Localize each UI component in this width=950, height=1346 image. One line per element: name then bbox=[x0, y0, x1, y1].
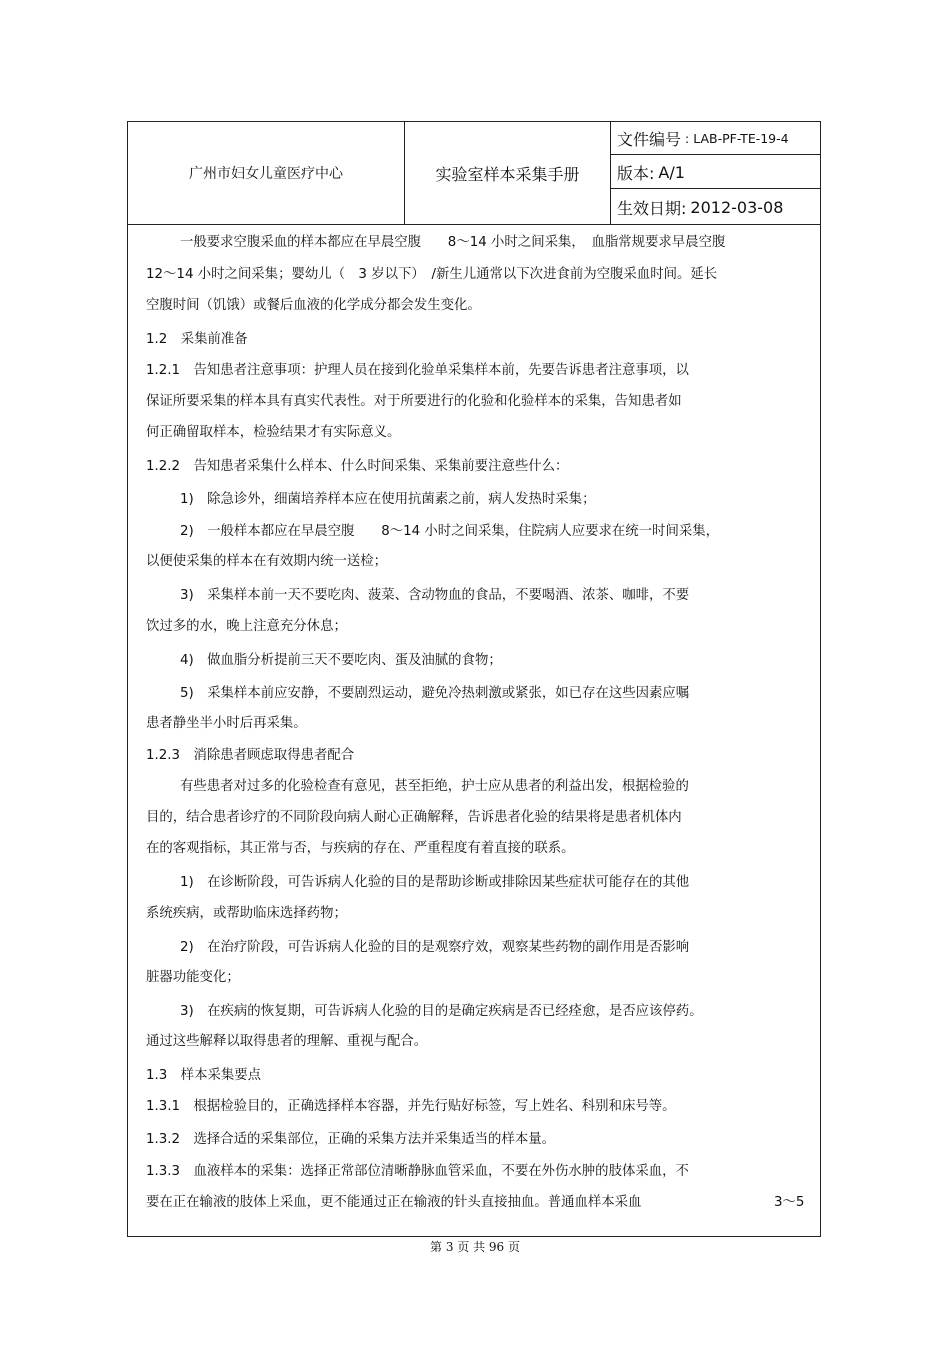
body-line: 保证所要采集的样本具有真实代表性。对于所要进行的化验和化验样本的采集，告知患者如 bbox=[146, 394, 682, 409]
body-line: 1.3.1 根据检验目的，正确选择样本容器，并先行贴好标签，写上姓名、科别和床号等。 bbox=[146, 1099, 676, 1114]
body-line: 以便使采集的样本在有效期内统一送检； bbox=[146, 554, 388, 569]
trailing-note: 3～5 bbox=[774, 1195, 805, 1210]
doc-number-row bbox=[611, 122, 820, 155]
body-line: 何正确留取样本，检验结果才有实际意义。 bbox=[146, 425, 401, 440]
body-line: 饮过多的水，晚上注意充分休息； bbox=[146, 619, 347, 634]
body-line: 目的，结合患者诊疗的不同阶段向病人耐心正确解释，告诉患者化验的结果将是患者机体内 bbox=[146, 810, 682, 825]
body-line: 系统疾病，或帮助临床选择药物； bbox=[146, 906, 347, 921]
body-line: 空腹时间（饥饿）或餐后血液的化学成分都会发生变化。 bbox=[146, 298, 481, 313]
body-line: 在的客观指标，其正常与否，与疾病的存在、严重程度有着直接的联系。 bbox=[146, 841, 575, 856]
body-line: 一般要求空腹采血的样本都应在早晨空腹 8～14 小时之间采集， 血脂常规要求早晨空腹 bbox=[180, 235, 726, 250]
body-line: 1.3.2 选择合适的采集部位，正确的采集方法并采集适当的样本量。 bbox=[146, 1132, 556, 1147]
doc-number-label: 文件编号 bbox=[617, 129, 682, 149]
list-item: 3) 采集样本前一天不要吃肉、菠菜、含动物血的食品，不要喝酒、浓茶、咖啡，不要 bbox=[180, 588, 690, 603]
list-item: 5) 采集样本前应安静，不要剧烈运动，避免冷热刺激或紧张，如已存在这些因素应嘱 bbox=[180, 686, 690, 701]
body-line: 1.3.3 血液样本的采集：选择正常部位清晰静脉血管采血，不要在外伤水肿的肢体采血，不 bbox=[146, 1164, 689, 1179]
section-heading: 1.2 采集前准备 bbox=[146, 332, 248, 347]
body-line: 脏器功能变化； bbox=[146, 970, 240, 985]
effective-date-label: 生效日期: bbox=[617, 198, 687, 218]
body-line: 有些患者对过多的化验检查有意见，甚至拒绝，护士应从患者的利益出发，根据检验的 bbox=[180, 779, 689, 794]
body-line: 12～14 小时之间采集；婴幼儿（ 3 岁以下） /新生儿通常以下次进食前为空腹采血时间。延长 bbox=[146, 267, 718, 282]
body-line: 1.2.1 告知患者注意事项：护理人员在接到化验单采集样本前，先要告诉患者注意事项，以 bbox=[146, 363, 689, 378]
version-value: A/1 bbox=[658, 162, 685, 182]
list-item: 3) 在疾病的恢复期，可告诉病人化验的目的是确定疾病是否已经痊愈，是否应该停药。 bbox=[180, 1004, 703, 1019]
section-heading: 1.3 样本采集要点 bbox=[146, 1068, 262, 1083]
effective-date-value: 2012-03-08 bbox=[690, 197, 784, 217]
version-row bbox=[611, 156, 820, 189]
document-header bbox=[128, 122, 820, 225]
version-label: 版本: bbox=[617, 163, 655, 183]
document-title: 实验室样本采集手册 bbox=[405, 122, 611, 224]
document-meta bbox=[611, 122, 820, 224]
section-heading: 1.2.3 消除患者顾虑取得患者配合 bbox=[146, 748, 355, 763]
list-item: 2) 一般样本都应在早晨空腹 8～14 小时之间采集，住院病人应要求在统一时间采集， bbox=[180, 524, 720, 539]
page-footer: 第 3 页 共 96 页 bbox=[430, 1240, 520, 1254]
list-item: 1) 在诊断阶段，可告诉病人化验的目的是帮助诊断或排除因某些症状可能存在的其他 bbox=[180, 875, 690, 890]
organization-name: 广州市妇女儿童医疗中心 bbox=[128, 122, 405, 224]
body-line: 通过这些解释以取得患者的理解、重视与配合。 bbox=[146, 1034, 428, 1049]
effective-date-row bbox=[611, 190, 820, 224]
body-line: 患者静坐半小时后再采集。 bbox=[146, 716, 307, 731]
body-line: 1.2.2 告知患者采集什么样本、什么时间采集、采集前要注意些什么： bbox=[146, 459, 569, 474]
list-item: 1) 除急诊外，细菌培养样本应在使用抗菌素之前，病人发热时采集； bbox=[180, 492, 596, 507]
body-line: 要在正在输液的肢体上采血，更不能通过正在输液的针头直接抽血。普通血样本采血 bbox=[146, 1195, 642, 1210]
document-frame bbox=[127, 121, 821, 1237]
doc-number-value: : LAB-PF-TE-19-4 bbox=[685, 130, 789, 146]
list-item: 4) 做血脂分析提前三天不要吃肉、蛋及油腻的食物； bbox=[180, 653, 502, 668]
list-item: 2) 在治疗阶段，可告诉病人化验的目的是观察疗效，观察某些药物的副作用是否影响 bbox=[180, 940, 690, 955]
